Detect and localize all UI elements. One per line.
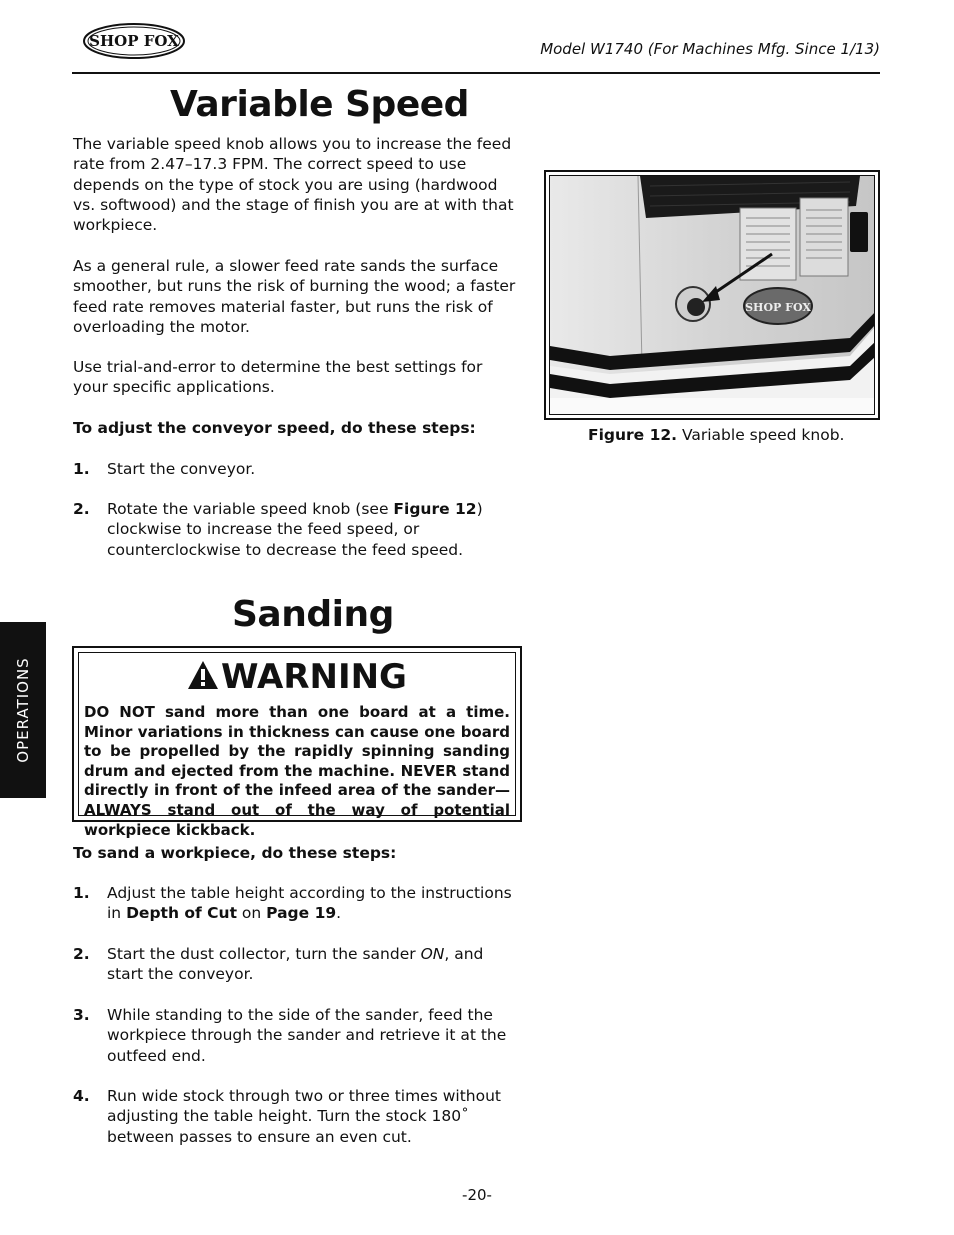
step-text: Start the dust collector, turn the sander ON, and start the conveyor. <box>107 945 484 984</box>
svg-text:SHOP FOX: SHOP FOX <box>745 301 811 314</box>
conveyor-step-1 <box>73 459 521 479</box>
figure-caption-text: Variable speed knob. <box>681 426 845 444</box>
sanding-step-3 <box>73 1005 521 1066</box>
on-state-text: ON <box>420 945 445 963</box>
side-tab-label: OPERATIONS <box>14 657 32 763</box>
warning-heading: WARNING <box>79 657 515 697</box>
step-text: Start the conveyor. <box>107 460 256 478</box>
step-text: While standing to the side of the sander, feed the workpiece through the sander and retrieve it at the outfeed end. <box>107 1006 507 1065</box>
variable-speed-paragraph-2: As a general rule, a slower feed rate sands the surface smoother, but runs the risk of burning the wood; a faster feed rate removes material faster, but runs the risk of overloading the motor. <box>73 257 516 336</box>
step-number: 4. <box>73 1087 90 1105</box>
sanding-step-4 <box>73 1086 521 1147</box>
page-number: -20- <box>462 1186 492 1204</box>
header-rule <box>72 72 880 74</box>
warning-box <box>72 646 522 839</box>
header-model-text: Model W1740 (For Machines Mfg. Since 1/13) <box>540 40 880 58</box>
variable-speed-paragraph-3: Use trial-and-error to determine the best settings for your specific applications. <box>73 358 483 397</box>
warning-text: DO NOT sand more than one board at a time. Minor variations in thickness can cause one board to be propelled by the rapidly spinning sanding drum and ejected from the machine. NEVER stand directly in front of the infeed area of the sander—ALWAYS stand out of the way of potential workpiece kickback. <box>84 703 510 839</box>
depth-of-cut-reference: Depth of Cut <box>126 904 237 923</box>
step-number: 2. <box>73 500 90 518</box>
sanding-title: Sanding <box>232 594 394 635</box>
variable-speed-title: Variable Speed <box>170 84 469 125</box>
step-number: 1. <box>73 460 90 478</box>
step-number: 1. <box>73 884 90 902</box>
variable-speed-paragraph-1: The variable speed knob allows you to increase the feed rate from 2.47–17.3 FPM. The correct speed to use depends on the type of stock you are using (hardwood vs. softwood) and the stage of finish you are at with that workpiece. <box>73 135 514 235</box>
step-number: 3. <box>73 1006 90 1024</box>
sanding-step-1 <box>73 883 521 924</box>
figure-12-photo <box>544 170 880 420</box>
step-text: Rotate the variable speed knob (see Figure 12) clockwise to increase the feed speed, or counterclockwise to decrease the feed speed. <box>107 500 483 559</box>
step-text: Adjust the table height according to the instructions in Depth of Cut on Page 19. <box>107 884 512 923</box>
figure-reference: Figure 12 <box>393 500 477 518</box>
figure-label: Figure 12. <box>588 426 678 444</box>
sanding-steps-intro: To sand a workpiece, do these steps: <box>73 844 397 862</box>
conveyor-step-2 <box>73 499 521 560</box>
svg-text:SHOP FOX: SHOP FOX <box>89 32 179 50</box>
page-reference: Page 19 <box>266 904 337 923</box>
operations-side-tab <box>0 622 46 798</box>
sanding-step-2 <box>73 944 521 985</box>
shop-fox-logo <box>82 22 186 60</box>
conveyor-steps-intro: To adjust the conveyor speed, do these steps: <box>73 419 476 437</box>
step-number: 2. <box>73 945 90 963</box>
warning-triangle-icon <box>187 660 219 690</box>
step-text: Run wide stock through two or three times without adjusting the table height. Turn the stock 180˚ between passes to ensure an even cut. <box>107 1087 501 1146</box>
figure-12-caption <box>588 426 844 444</box>
